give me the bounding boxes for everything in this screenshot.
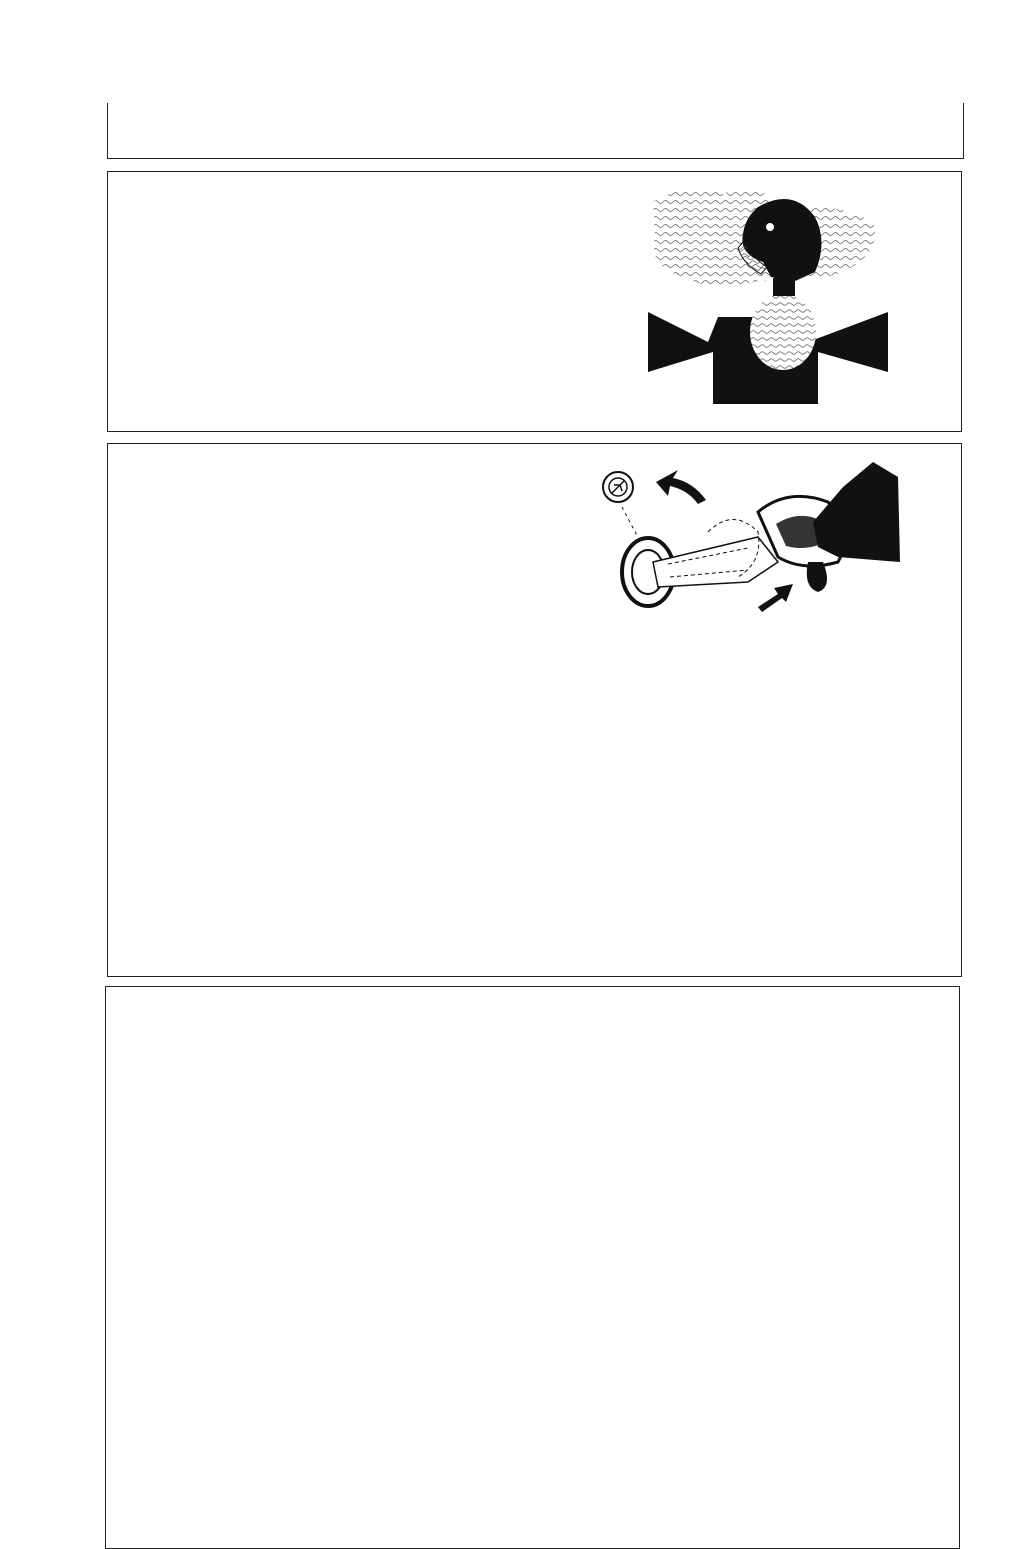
section-parking-and-leaving-the-tractor — [107, 443, 962, 977]
page-header — [107, 103, 964, 159]
section-work-in-ventilated-area — [107, 171, 962, 432]
hand-removing-key-icon — [598, 452, 908, 632]
section-changing-wheels-safely — [105, 986, 960, 1549]
person-inhaling-fumes-icon — [643, 182, 893, 404]
